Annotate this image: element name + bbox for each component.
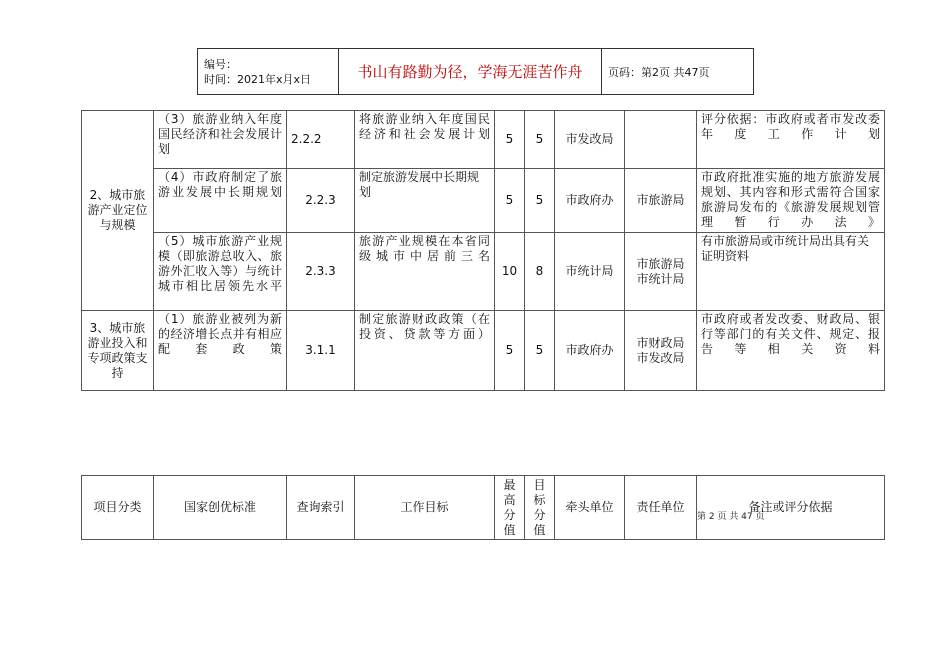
number-label: 编号： [204, 57, 237, 71]
col-note: 备注或评分依据 [697, 476, 885, 540]
lead-cell: 市政府办 [555, 169, 625, 233]
motto: 书山有路勤为径，学海无涯苦作舟 [339, 49, 602, 95]
category-cell: 2、城市旅游产业定位与规模 [82, 111, 154, 311]
lead-cell: 市统计局 [555, 233, 625, 311]
page-header [197, 48, 754, 95]
col-standard: 国家创优标准 [154, 476, 287, 540]
col-goal: 工作目标 [355, 476, 495, 540]
goal-cell: 将旅游业纳入年度国民经济和社会发展计划 [355, 111, 495, 169]
col-target-cell [525, 476, 555, 540]
category-cell: 3、城市旅游业投入和专项政策支持 [82, 311, 154, 391]
target-cell: 8 [525, 233, 555, 311]
column-header-table [81, 475, 885, 540]
goal-cell: 制定旅游发展中长期规划 [355, 169, 495, 233]
standard-cell: （3）旅游业纳入年度国民经济和社会发展计划 [154, 111, 287, 169]
standard-cell: （4）市政府制定了旅游业发展中长期规划 [154, 169, 287, 233]
max-cell: 10 [495, 233, 525, 311]
responsible-cell: 市旅游局 市统计局 [625, 233, 697, 311]
table-row [82, 111, 885, 169]
target-cell: 5 [525, 311, 555, 391]
target-cell: 5 [525, 111, 555, 169]
lead-cell: 市政府办 [555, 311, 625, 391]
responsible-cell: 市旅游局 [625, 169, 697, 233]
col-category: 项目分类 [82, 476, 154, 540]
responsible-cell [625, 111, 697, 169]
standards-table [81, 110, 885, 391]
standard-cell: （1）旅游业被列为新的经济增长点并有相应配套政策 [154, 311, 287, 391]
col-max: 最高分值 [503, 477, 516, 537]
table-row [82, 311, 885, 391]
header-meta [198, 49, 339, 95]
table-row [82, 169, 885, 233]
index-cell: 2.2.2 [287, 111, 355, 169]
note-cell: 市政府批准实施的地方旅游发展规划、其内容和形式需符合国家旅游局发布的《旅游发展规划管理暂行办法》 [697, 169, 885, 233]
page-info: 页码：第2页 共47页 [602, 49, 754, 95]
time-label: 时间：2021年x月x日 [204, 72, 312, 86]
lead-cell: 市发改局 [555, 111, 625, 169]
col-max-cell [495, 476, 525, 540]
col-responsible: 责任单位 [625, 476, 697, 540]
responsible-cell: 市财政局 市发改局 [625, 311, 697, 391]
col-index: 查询索引 [287, 476, 355, 540]
max-cell: 5 [495, 311, 525, 391]
standard-cell: （5）城市旅游产业规模（即旅游总收入、旅游外汇收入等）与统计城市相比居领先水平 [154, 233, 287, 311]
index-cell: 2.3.3 [287, 233, 355, 311]
goal-cell: 制定旅游财政政策（在投资、贷款等方面） [355, 311, 495, 391]
note-cell: 有市旅游局或市统计局出具有关证明资料 [697, 233, 885, 311]
page-footer: 第 2 页 共 47 页 [697, 512, 765, 522]
max-cell: 5 [495, 111, 525, 169]
max-cell: 5 [495, 169, 525, 233]
header-row [82, 476, 885, 540]
goal-cell: 旅游产业规模在本省同级城市中居前三名 [355, 233, 495, 311]
note-cell: 评分依据：市政府或者市发改委年度工作计划 [697, 111, 885, 169]
index-cell: 3.1.1 [287, 311, 355, 391]
col-target: 目标分值 [533, 477, 546, 537]
table-row [82, 233, 885, 311]
index-cell: 2.2.3 [287, 169, 355, 233]
target-cell: 5 [525, 169, 555, 233]
col-lead: 牵头单位 [555, 476, 625, 540]
note-cell: 市政府或者发改委、财政局、银行等部门的有关文件、规定、报告等相关资料 [697, 311, 885, 391]
